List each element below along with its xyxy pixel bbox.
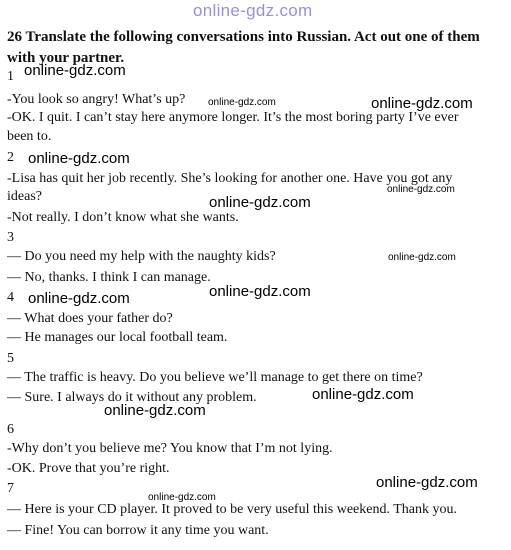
- conversation-5-line-1: — The traffic is heavy. Do you believe we’ll manage to get there on time?: [7, 370, 423, 385]
- conversation-3-line-2: — No, thanks. I think I can manage.: [7, 270, 211, 285]
- exercise-heading: 26 Translate the following conversations into Russian. Act out one of them with your partner.: [7, 29, 480, 66]
- conversation-3-number: 3: [7, 230, 14, 245]
- conversation-6-line-2: -OK. Prove that you’re right.: [7, 461, 170, 476]
- conversation-1-line-3: been to.: [7, 129, 52, 144]
- conversation-7-number: 7: [7, 481, 14, 496]
- conversation-4-number: 4: [7, 290, 14, 305]
- watermark: online-gdz.com: [376, 474, 478, 491]
- watermark-top: online-gdz.com: [193, 1, 313, 20]
- conversation-5-number: 5: [7, 351, 14, 366]
- watermark: online-gdz.com: [209, 194, 311, 211]
- watermark: online-gdz.com: [371, 95, 473, 112]
- conversation-1-line-1: -You look so angry! What’s up?: [7, 92, 186, 107]
- watermark: online-gdz.com: [388, 252, 456, 263]
- conversation-4-line-1: — What does your father do?: [7, 311, 173, 326]
- conversation-1-number: 1: [7, 69, 14, 84]
- conversation-2-line-2: ideas?: [7, 189, 42, 204]
- watermark: online-gdz.com: [28, 150, 130, 167]
- watermark: online-gdz.com: [208, 97, 276, 108]
- watermark: online-gdz.com: [24, 62, 126, 79]
- watermark: online-gdz.com: [209, 283, 311, 300]
- watermark: online-gdz.com: [28, 290, 130, 307]
- conversation-2-line-3: -Not really. I don’t know what she wants.: [7, 210, 239, 225]
- conversation-7-line-2: — Fine! You can borrow it any time you want.: [7, 523, 269, 538]
- conversation-7-line-1: — Here is your CD player. It proved to be very useful this weekend. Thank you.: [7, 502, 457, 517]
- watermark: online-gdz.com: [387, 184, 455, 195]
- conversation-3-line-1: — Do you need my help with the naughty kids?: [7, 249, 276, 264]
- conversation-6-number: 6: [7, 422, 14, 437]
- conversation-4-line-2: — He manages our local football team.: [7, 330, 228, 345]
- conversation-2-number: 2: [7, 150, 14, 165]
- watermark: online-gdz.com: [104, 402, 206, 419]
- conversation-5-line-2: — Sure. I always do it without any problem.: [7, 390, 257, 405]
- conversation-2-line-1: -Lisa has quit her job recently. She’s looking for another one. Have you got any: [7, 171, 453, 186]
- conversation-1-line-2: -OK. I quit. I can’t stay here anymore longer. It’s the most boring party I’ve ever: [7, 110, 459, 125]
- watermark: online-gdz.com: [148, 492, 216, 503]
- conversation-6-line-1: -Why don’t you believe me? You know that I’m not lying.: [7, 441, 333, 456]
- watermark: online-gdz.com: [312, 386, 414, 403]
